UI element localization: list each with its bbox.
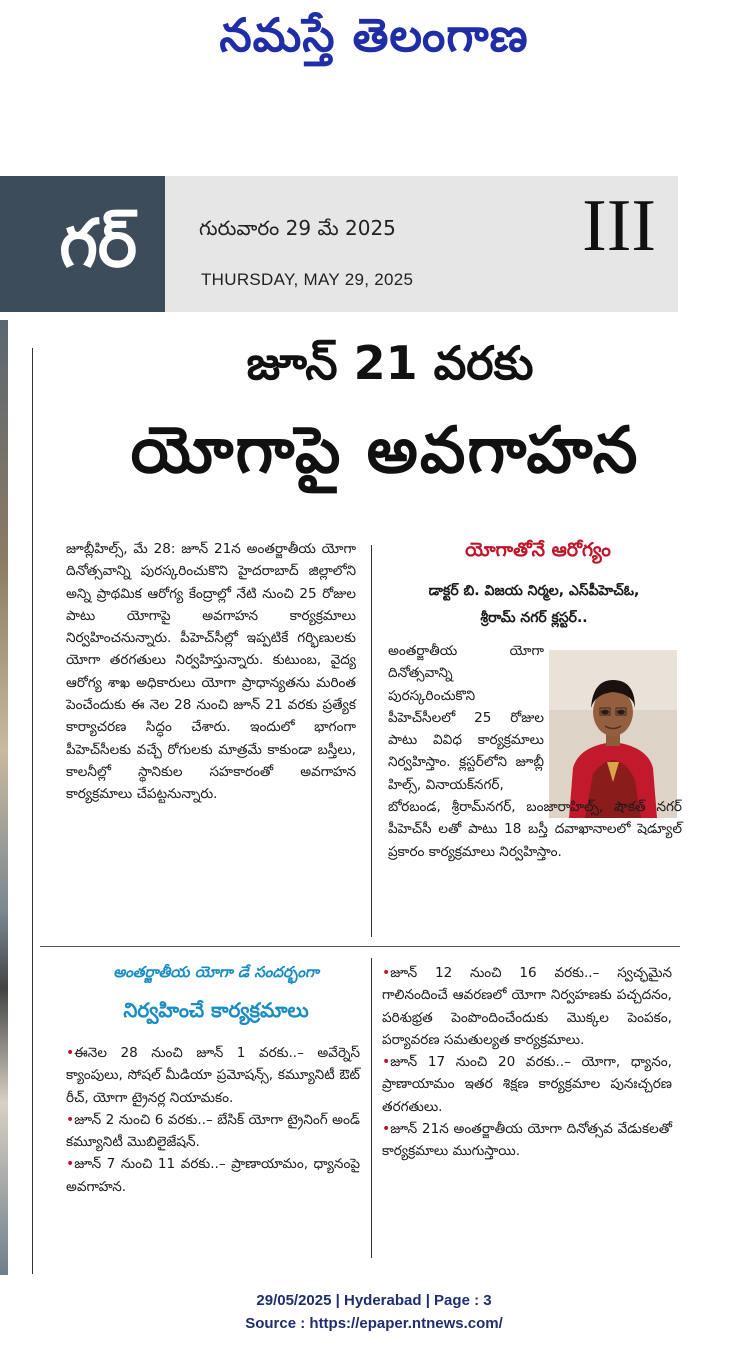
bullet-icon: •: [66, 1156, 75, 1173]
column-rule-left: [32, 348, 33, 1274]
programs-right-column: [382, 962, 672, 1163]
program-text: జూన్ 12 నుంచి 16 వరకు..– స్వచ్ఛమైన గాలినందించే ఆవరణలో యోగా నిర్వహణకు పచ్చదనం, పరిశుభ్రత పెంపొందించేందుకు మొక్కల పెంపకం, పర్యావరణ సమతుల్యత కార్యక్రమాలు.: [382, 965, 672, 1048]
sidebar-author: [386, 578, 682, 632]
column-rule-middle: [371, 545, 372, 937]
sidebar-quote-part1: అంతర్జాతీయ యోగా దినోత్సవాన్ని పురస్కరించుకొని పీహెచ్‌సీలలో 25 రోజుల పాటు వివిధ కార్యక్రమాలు నిర్వహిస్తాం. క్లస్టర్‌లోని జూబ్లీ హిల్స్, వినాయక్‌నగర్,: [388, 643, 544, 793]
footer-page-info: 29/05/2025 | Hyderabad | Page : 3: [256, 1292, 492, 1309]
page-number-roman: III: [582, 185, 656, 267]
author-line1: డాక్టర్ బి. విజయ నిర్మల, ఎస్‌పీహెచ్‌ఓ,: [428, 583, 640, 599]
sidebar-quote-part2: బోరబండ, శ్రీరామ్‌నగర్, బంజారాహిల్స్, షౌకత్ నగర్ పీహెచ్‌సీ లతో పాటు 18 బస్తీ దవాఖానాలలో షెడ్యూల్ ప్రకారం కార్యక్రమాలు నిర్వహిస్తాం.: [388, 799, 682, 860]
section-tab: గర్: [0, 176, 165, 312]
bullet-icon: •: [382, 1054, 391, 1071]
program-text: ఈనెల 28 నుంచి జూన్ 1 వరకు..– అవేర్నెస్ క్యాంపులు, సోషల్ మీడియా ప్రమోషన్స్, కమ్యూనిటీ ఔట్ రీచ్, యోగా ట్రైనర్ల నియామకం.: [66, 1045, 360, 1106]
program-item: [66, 1109, 360, 1154]
author-line2: శ్రీరామ్ నగర్ క్లస్టర్..: [480, 610, 588, 626]
headline-line1: జూన్ 21 వరకు: [246, 336, 534, 390]
bullet-icon: •: [382, 1121, 391, 1138]
program-text: జూన్ 21న అంతర్జాతీయ యోగా దినోత్సవ వేడుకలతో కార్యక్రమాలు ముగుస్తాయి.: [382, 1121, 672, 1160]
footer-source-link[interactable]: Source : https://epaper.ntnews.com/: [245, 1315, 503, 1332]
date-english: THURSDAY, MAY 29, 2025: [201, 270, 414, 289]
section-rule-horizontal: [40, 946, 680, 947]
masthead-title: నమస్తే తెలంగాణ: [219, 8, 529, 62]
headline-line2: యోగాపై అవగాహన: [130, 414, 640, 488]
program-text: జూన్ 7 నుంచి 11 వరకు..– ప్రాణాయామం, ధ్యానంపై అవగాహన.: [66, 1156, 360, 1195]
article-body: జూబ్లీహిల్స్, మే 28: జూన్ 21న అంతర్జాతీయ యోగా దినోత్సవాన్ని పురస్కరించుకొని హైదరాబాద్ జిల్లాలోని అన్ని ప్రాథమిక ఆరోగ్య కేంద్రాల్లో నేటి నుంచి 25 రోజుల పాటు యోగాపై అవగాహన కార్యక్రమాలు నిర్వహించనున్నారు. పీహెచ్‌సీల్లో ఇప్పటికే గర్భిణులకు యోగా తరగతులు నిర్వహిస్తున్నారు. కుటుంబ, వైద్య ఆరోగ్య శాఖ అధికారులు యోగా ప్రాధాన్యతను మరింత పెంచేందుకు ఈ నెల 28 నుంచి జూన్ 21 వరకు ప్రత్యేక కార్యాచరణ సిద్ధం చేశారు. ఇందులో భాగంగా పీహెచ్‌సీలకు వచ్చే రోగులకు మాత్రమే కాకుండా బస్తీలు, కాలనీల్లో స్థానికుల సహకారంతో అవగాహన కార్యక్రమాలు చేపట్టనున్నారు.: [66, 541, 356, 803]
portrait-image: [549, 650, 677, 818]
date-band: [165, 176, 678, 312]
bullet-icon: •: [66, 1111, 75, 1128]
program-item: [382, 1051, 672, 1118]
sidebar-title: యోగాతోనే ఆరోగ్యం: [465, 539, 611, 561]
date-telugu: గురువారం 29 మే 2025: [199, 216, 396, 240]
left-edge-photo: [0, 320, 8, 1275]
program-text: జూన్ 17 నుంచి 20 వరకు..– యోగా, ధ్యానం, ప్రాణాయామం ఇతర శిక్షణ కార్యక్రమాల పునఃచ్చరణ తరగతులు.: [382, 1054, 672, 1115]
program-item: [66, 1153, 360, 1198]
bullet-icon: •: [66, 1045, 75, 1061]
program-text: జూన్ 2 నుంచి 6 వరకు..– బేసిక్ యోగా ట్రైనింగ్ అండ్ కమ్యూనిటీ మొబిలైజేషన్.: [66, 1111, 360, 1151]
programs-title-line1: అంతర్జాతీయ యోగా డే సందర్భంగా: [113, 963, 319, 981]
programs-left-column: [66, 1042, 360, 1198]
programs-title-line2: నిర్వహించే కార్యక్రమాలు: [123, 998, 309, 1022]
program-item: [382, 1118, 672, 1163]
bullet-icon: •: [382, 965, 391, 981]
author-portrait: [549, 650, 677, 818]
column-rule-programs: [371, 958, 372, 1258]
program-item: [66, 1042, 360, 1109]
program-item: [382, 962, 672, 1051]
